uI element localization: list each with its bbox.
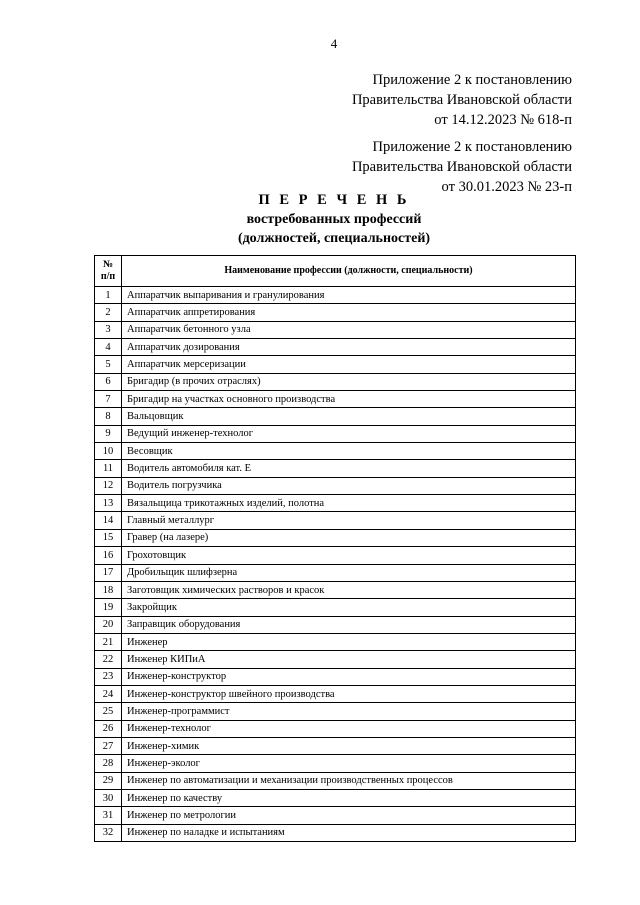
header-number-column <box>95 256 122 287</box>
row-number-cell: 15 <box>95 529 122 546</box>
appendix-1-line-2: Правительства Ивановской области <box>351 92 572 108</box>
row-number-cell: 20 <box>95 616 122 633</box>
profession-name-cell: Бригадир (в прочих отраслях) <box>122 373 576 390</box>
row-number-cell: 14 <box>95 512 122 529</box>
profession-name-cell: Инженер-конструктор <box>122 668 576 685</box>
table-row <box>95 547 576 564</box>
row-number-cell: 7 <box>95 391 122 408</box>
profession-name-cell: Инженер-технолог <box>122 720 576 737</box>
table-row <box>95 339 576 356</box>
appendix-1-line-1: Приложение 2 к постановлению <box>372 72 572 88</box>
table-row <box>95 564 576 581</box>
appendix-reference-2 <box>352 137 572 197</box>
table-row <box>95 651 576 668</box>
table-row <box>95 408 576 425</box>
profession-name-cell: Инженер-эколог <box>122 755 576 772</box>
row-number-cell: 6 <box>95 373 122 390</box>
row-number-cell: 30 <box>95 789 122 806</box>
table-row <box>95 737 576 754</box>
row-number-cell: 9 <box>95 425 122 442</box>
row-number-cell: 12 <box>95 477 122 494</box>
title-heading: П Е Р Е Ч Е Н Ь <box>258 192 410 208</box>
profession-name-cell: Закройщик <box>122 599 576 616</box>
table-row <box>95 495 576 512</box>
table-row <box>95 321 576 338</box>
table-row <box>95 460 576 477</box>
table-row <box>95 703 576 720</box>
title-subheading-2: (должностей, специальностей) <box>237 231 431 246</box>
row-number-cell: 19 <box>95 599 122 616</box>
profession-name-cell: Инженер по метрологии <box>122 807 576 824</box>
profession-name-cell: Инженер по наладке и испытаниям <box>122 824 576 841</box>
row-number-cell: 13 <box>95 495 122 512</box>
table-row <box>95 685 576 702</box>
profession-name-cell: Инженер КИПиА <box>122 651 576 668</box>
table-row <box>95 477 576 494</box>
table-row <box>95 373 576 390</box>
header-number-label: п/п <box>100 271 116 282</box>
professions-table <box>94 255 576 842</box>
profession-name-cell: Аппаратчик бетонного узла <box>122 321 576 338</box>
table-row <box>95 668 576 685</box>
table-row <box>95 824 576 841</box>
row-number-cell: 8 <box>95 408 122 425</box>
appendix-2-line-2: Правительства Ивановской области <box>351 159 572 175</box>
row-number-cell: 29 <box>95 772 122 789</box>
profession-name-cell: Инженер <box>122 633 576 650</box>
table-row <box>95 755 576 772</box>
profession-name-cell: Бригадир на участках основного производства <box>122 391 576 408</box>
row-number-cell: 18 <box>95 581 122 598</box>
row-number-cell: 32 <box>95 824 122 841</box>
profession-name-cell: Гравер (на лазере) <box>122 529 576 546</box>
table-row <box>95 772 576 789</box>
profession-name-cell: Водитель автомобиля кат. Е <box>122 460 576 477</box>
table-row <box>95 529 576 546</box>
profession-name-cell: Грохотовщик <box>122 547 576 564</box>
profession-name-cell: Весовщик <box>122 443 576 460</box>
row-number-cell: 4 <box>95 339 122 356</box>
row-number-cell: 21 <box>95 633 122 650</box>
profession-name-cell: Инженер-программист <box>122 703 576 720</box>
profession-name-cell: Дробильщик шлифзерна <box>122 564 576 581</box>
table-header-row <box>95 256 576 287</box>
row-number-cell: 10 <box>95 443 122 460</box>
profession-name-cell: Вальцовщик <box>122 408 576 425</box>
document-title <box>0 191 640 248</box>
table-row <box>95 425 576 442</box>
table-row <box>95 720 576 737</box>
row-number-cell: 2 <box>95 304 122 321</box>
profession-name-cell: Водитель погрузчика <box>122 477 576 494</box>
table-row <box>95 616 576 633</box>
profession-name-cell: Аппаратчик аппретирования <box>122 304 576 321</box>
table-row <box>95 443 576 460</box>
row-number-cell: 27 <box>95 737 122 754</box>
appendix-1-line-3: от 14.12.2023 № 618-п <box>434 112 572 128</box>
row-number-cell: 11 <box>95 460 122 477</box>
table-row <box>95 391 576 408</box>
profession-name-cell: Заготовщик химических растворов и красок <box>122 581 576 598</box>
appendix-reference-1 <box>352 70 572 130</box>
row-number-cell: 17 <box>95 564 122 581</box>
table-body <box>95 287 576 842</box>
table-row <box>95 807 576 824</box>
profession-name-cell: Главный металлург <box>122 512 576 529</box>
row-number-cell: 23 <box>95 668 122 685</box>
title-subheading-1: востребованных профессий <box>246 212 422 227</box>
appendix-2-line-1: Приложение 2 к постановлению <box>372 139 572 155</box>
profession-name-cell: Вязальщица трикотажных изделий, полотна <box>122 495 576 512</box>
appendix-2-line-3: от 30.01.2023 № 23-п <box>441 179 572 195</box>
table-row <box>95 304 576 321</box>
profession-name-cell: Инженер по качеству <box>122 789 576 806</box>
row-number-cell: 3 <box>95 321 122 338</box>
table-row <box>95 512 576 529</box>
page-number: 4 <box>330 36 338 51</box>
table-row <box>95 287 576 304</box>
table-row <box>95 789 576 806</box>
profession-name-cell: Аппаратчик мерсеризации <box>122 356 576 373</box>
row-number-cell: 25 <box>95 703 122 720</box>
header-name-column: Наименование профессии (должности, специальности) <box>122 256 576 287</box>
row-number-cell: 26 <box>95 720 122 737</box>
profession-name-cell: Аппаратчик выпаривания и гранулирования <box>122 287 576 304</box>
profession-name-cell: Инженер-химик <box>122 737 576 754</box>
profession-name-cell: Аппаратчик дозирования <box>122 339 576 356</box>
header-number-symbol: № <box>102 259 114 270</box>
profession-name-cell: Ведущий инженер-технолог <box>122 425 576 442</box>
row-number-cell: 16 <box>95 547 122 564</box>
table-row <box>95 581 576 598</box>
table-row <box>95 633 576 650</box>
profession-name-cell: Инженер-конструктор швейного производства <box>122 685 576 702</box>
row-number-cell: 31 <box>95 807 122 824</box>
row-number-cell: 5 <box>95 356 122 373</box>
table-row <box>95 599 576 616</box>
row-number-cell: 24 <box>95 685 122 702</box>
profession-name-cell: Инженер по автоматизации и механизации производственных процессов <box>122 772 576 789</box>
table-row <box>95 356 576 373</box>
row-number-cell: 28 <box>95 755 122 772</box>
row-number-cell: 22 <box>95 651 122 668</box>
profession-name-cell: Заправщик оборудования <box>122 616 576 633</box>
row-number-cell: 1 <box>95 287 122 304</box>
